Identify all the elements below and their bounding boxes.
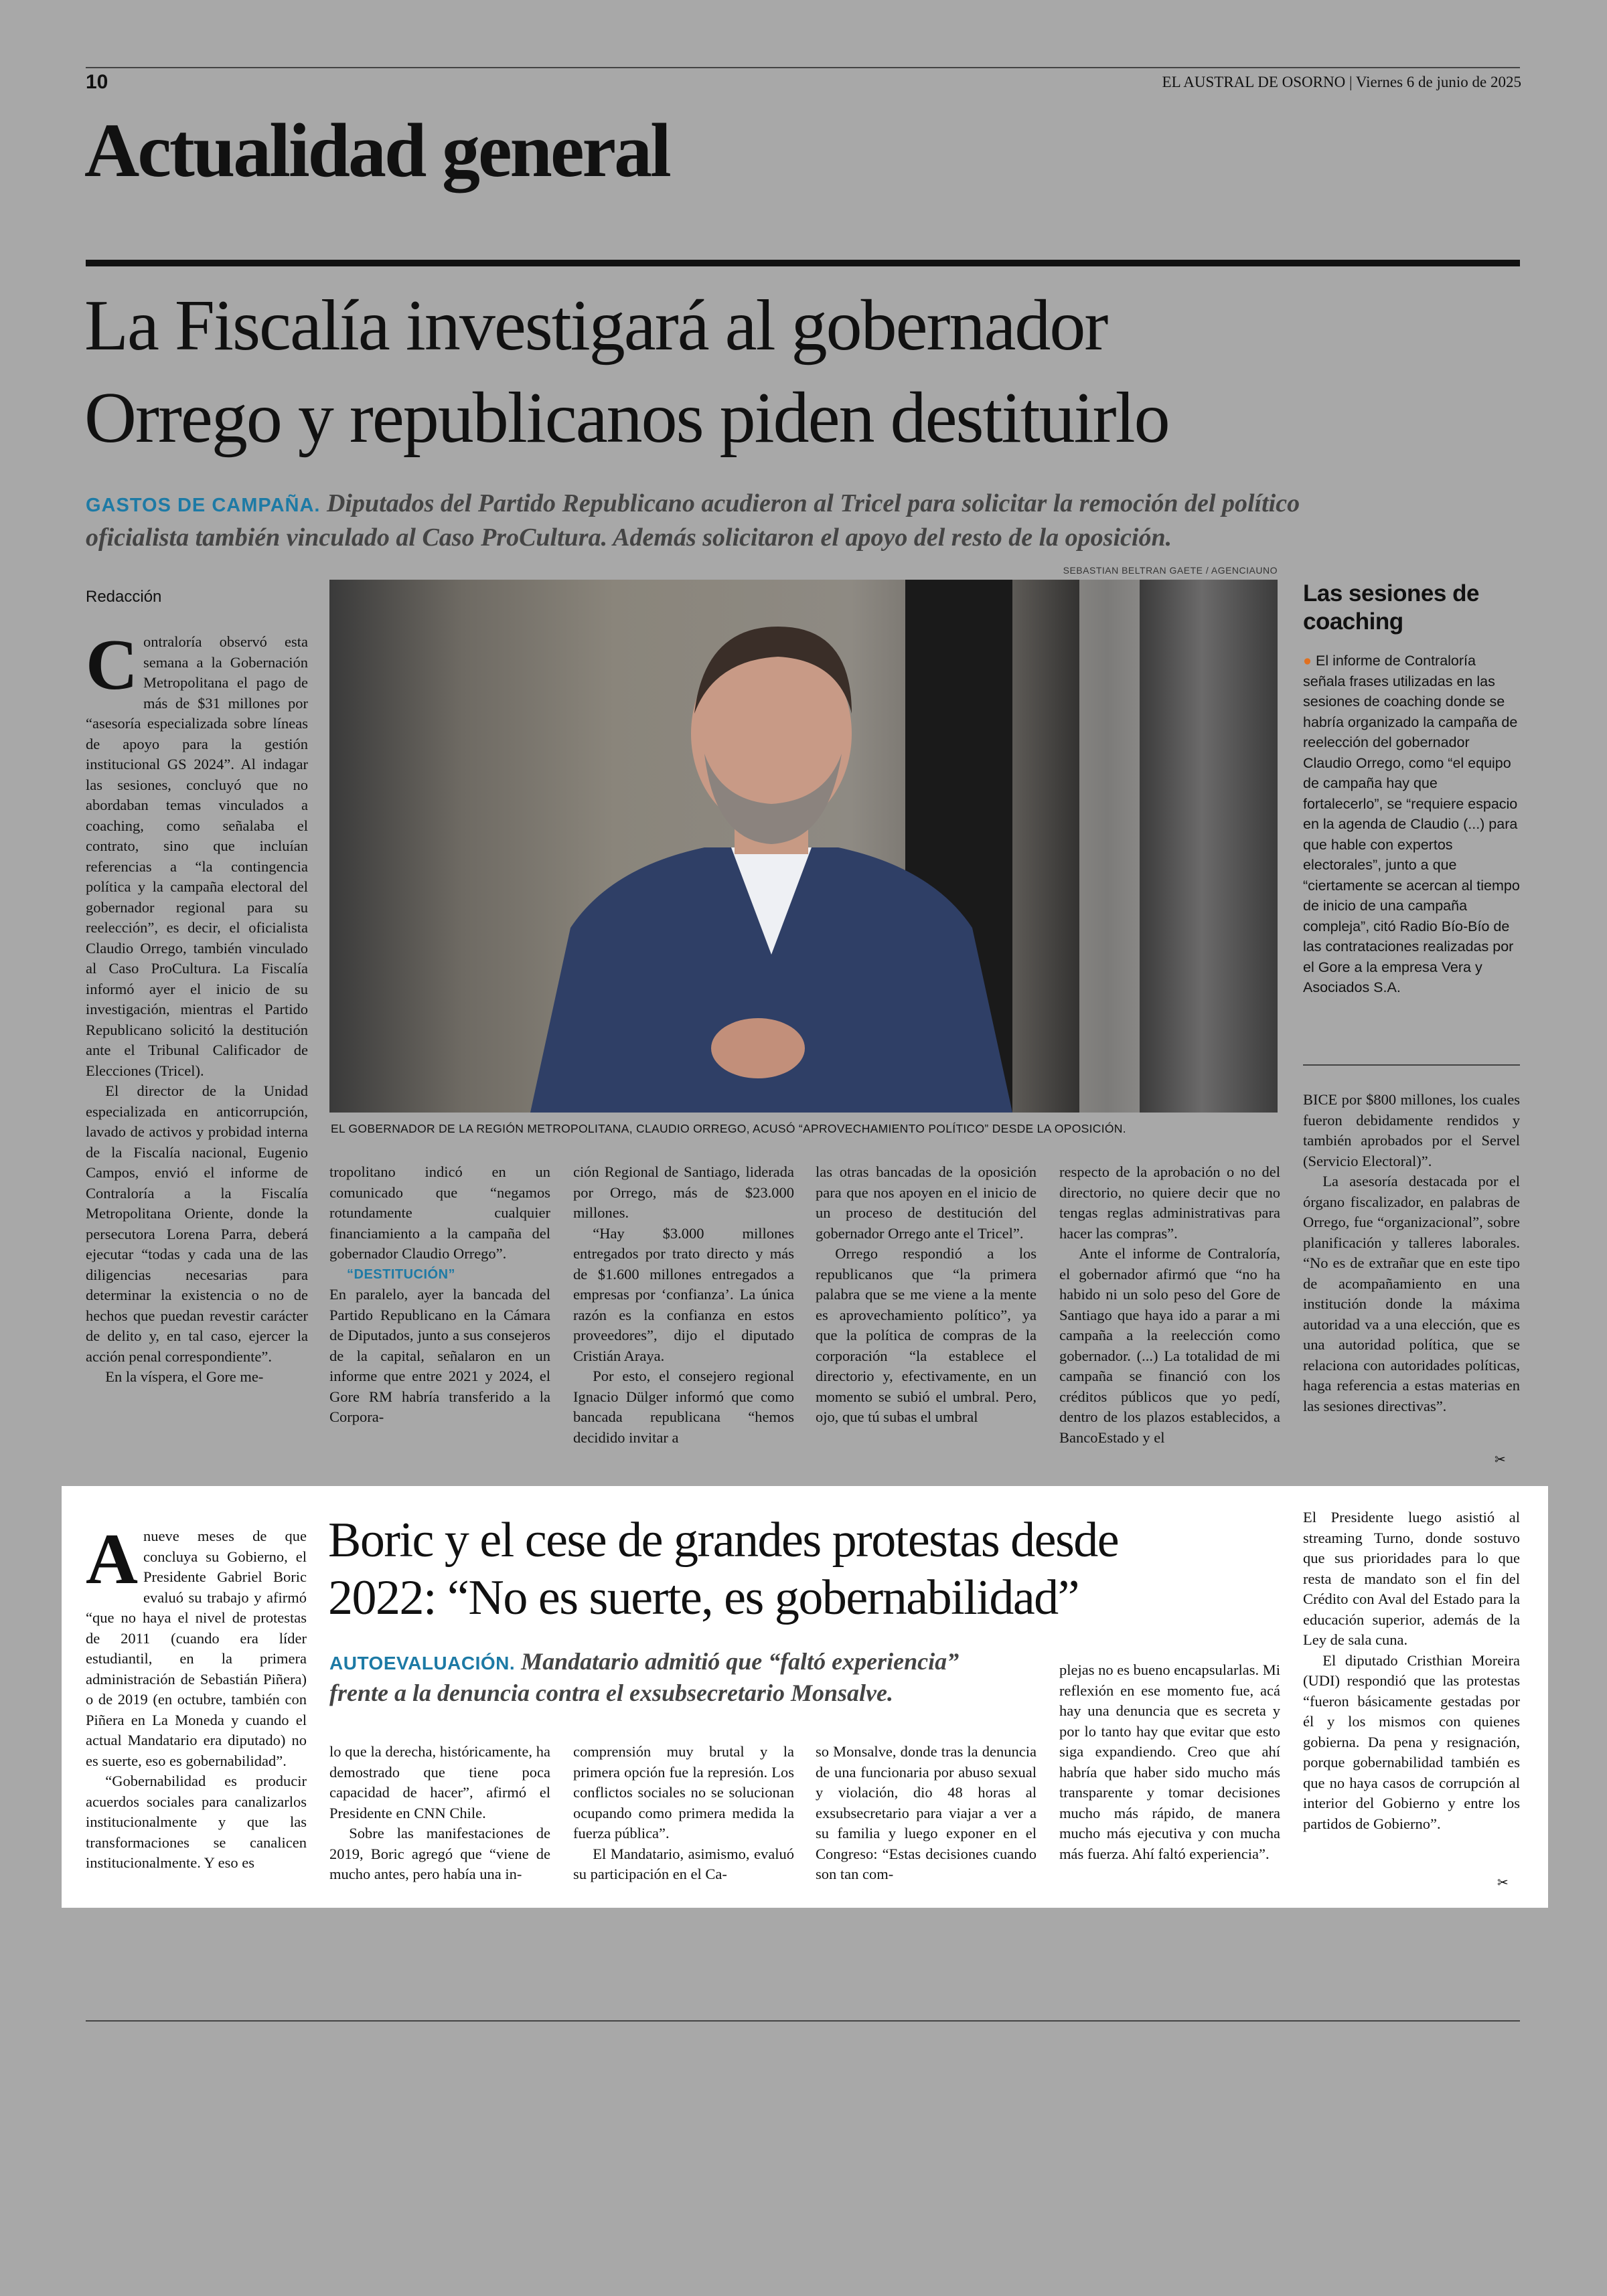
issue-date: Viernes 6 de junio de 2025	[1355, 74, 1521, 90]
article1-deck-line1: Diputados del Partido Republicano acudieron al Tricel para solicitar la remoción del político	[326, 489, 1300, 517]
article1-end-mark-icon: ✂	[1495, 1451, 1506, 1467]
sidebar-bottom-rule	[1303, 1064, 1520, 1066]
article2-kicker: AUTOEVALUACIÓN.	[329, 1653, 516, 1673]
header-top-rule	[86, 67, 1520, 68]
article2-end-mark-icon: ✂	[1497, 1874, 1509, 1890]
article2-col3-p1: comprensión muy brutal y la primera opción fue la represión. Los conflictos sociales no se solucionan ocupando como primera medida la fuerza pública”.	[573, 1743, 794, 1841]
article2-col1-p2: “Gobernabilidad es producir acuerdos sociales para canalizarlos institucionalmente y que las transformaciones se canalicen institucionalmente. Y eso es	[86, 1773, 307, 1871]
byline: Redacción	[86, 588, 162, 606]
orrego-photo-illustration	[329, 580, 1278, 1113]
article2-col3-p2: El Mandatario, asimismo, evaluó su participación en el Ca-	[573, 1845, 794, 1882]
article1-column-4	[816, 1162, 1037, 1428]
article2-headline-line2: 2022: “No es suerte, es gobernabilidad”	[328, 1570, 1079, 1625]
article1-col2-p2: En paralelo, ayer la bancada del Partido Republicano en la Cámara de Diputados, junto a sus consejeros de la capital, señalaron en un informe que entre 2021 y 2024, el Gore RM habría transferido a la Corpora-	[329, 1286, 550, 1425]
article1-col6-p1: BICE por $800 millones, los cuales fueron debidamente rendidos y también aprobados por el Servel (Servicio Electoral)”.	[1303, 1091, 1520, 1169]
article1-column-5	[1059, 1162, 1280, 1448]
article2-column-2	[329, 1742, 550, 1885]
article2-column-3	[573, 1742, 794, 1885]
article2-deck-line2: frente a la denuncia contra el exsubsecretario Monsalve.	[329, 1679, 893, 1706]
masthead-info: EL AUSTRAL DE OSORNO | Viernes 6 de junio de 2025	[1162, 74, 1521, 90]
section-title: Actualidad general	[84, 108, 670, 193]
article2-col6-p1: El Presidente luego asistió al streaming Turno, donde sostuvo que sus prioridades para lo que resta de mandato son el fin del Crédito con Aval del Estado para la educación superior, además de la Ley de sala cuna.	[1303, 1509, 1520, 1648]
article2-deck-line1: Mandatario admitió que “faltó experiencia”	[521, 1648, 960, 1675]
article1-col5-p1: respecto de la aprobación o no del directorio, no quiere decir que no tengas reglas administrativas para hacer las compras”.	[1059, 1163, 1280, 1242]
article1-col5-p2: Ante el informe de Contraloría, el gobernador afirmó que “no ha habido ni un solo peso del Gore de Santiago que haya ido a parar a mi campaña a la reelección como gobernador. (...) La totalidad de mi campaña se financió con los créditos públicos que yo pedí, dentro de los plazos establecidos, a BancoEstado y el	[1059, 1245, 1280, 1446]
article1-col1-p1: Contraloría observó esta semana a la Gobernación Metropolitana el pago de más de $31 millones por “asesoría especializada sobre líneas de apoyo para la gestión institucional GS 2024”. Al indagar las sesiones, concluyó que no abordaban temas vinculados a coaching, como señalaba el contrato, sino que incluían referencias a “la contingencia política y la campaña electoral del gobernador regional para su reelección”, es decir, el oficialista Claudio Orrego, también vinculado al Caso ProCultura. La Fiscalía informó ayer el inicio de su investigación, mientras el Partido Republicano solicitó la destitución ante el Tribunal Calificador de Elecciones (Tricel).	[86, 625, 308, 1079]
sidebar-body: El informe de Contraloría señala frases utilizadas en las sesiones de coaching donde se habría organizado la campaña de reelección del gobernador Claudio Orrego, como “el equipo de campaña hay que fortalecerlo”, se “requiere espacio en la agenda de Claudio (...) para que hable con expertos electorales”, junto a que “ciertamente se acercan al tiempo de inicio de una campaña compleja”, citó Radio Bío-Bío de las contrataciones realizadas por el Gore a la empresa Vera y Asociados S.A.	[1303, 653, 1520, 995]
article2-col4-p1: so Monsalve, donde tras la denuncia de una funcionaria por abuso sexual y violación, dio 48 horas al exsubsecretario para viajar a ver a su familia y luego exponer en el Congreso: “Estas decisiones cuando son tan com-	[816, 1743, 1037, 1882]
article1-headline	[84, 280, 1169, 465]
article2-column-1	[86, 1520, 307, 1874]
article2-headline	[328, 1511, 1118, 1627]
article1-column-2	[329, 1162, 550, 1428]
article1-col3-p3: Por esto, el consejero regional Ignacio Dülger informó que como bancada republicana “hemos decidido invitar a	[573, 1368, 794, 1446]
sidebar-title-line2: coaching	[1303, 608, 1403, 635]
article2-column-4	[816, 1742, 1037, 1885]
article2-column-6	[1303, 1507, 1520, 1834]
article2-col1-p1: Anueve meses de que concluya su Gobierno, el Presidente Gabriel Boric evaluó su trabajo y afirmó “que no haya el nivel de protestas de 2011 (cuando era líder estudiantil, en la primera administración de Sebastián Piñera) o de 2019 (en octubre, también con Piñera en La Moneda y cuando el actual Mandatario era diputado) no es suerte, eso es gobernabilidad”.	[86, 1520, 307, 1769]
photo-caption: EL GOBERNADOR DE LA REGIÓN METROPOLITANA, CLAUDIO ORREGO, ACUSÓ “APROVECHAMIENTO POLÍTICO” DESDE LA OPOSICIÓN.	[331, 1122, 1126, 1135]
section-thick-rule	[86, 260, 1520, 266]
article1-column-3	[573, 1162, 794, 1448]
bullet-icon: ●	[1303, 653, 1312, 669]
article1-col4-p1: las otras bancadas de la oposición para que nos apoyen en el inicio de un proceso de destitución del gobernador Orrego ante el Tricel”.	[816, 1163, 1037, 1242]
article1-col3-p1: ción Regional de Santiago, liderada por Orrego, más de $23.000 millones.	[573, 1163, 794, 1221]
article2-col2-p1: lo que la derecha, históricamente, ha demostrado que tiene poca capacidad de hacer”, afirmó el Presidente en CNN Chile.	[329, 1743, 550, 1821]
article2-column-5	[1059, 1660, 1280, 1864]
article1-column-1	[86, 625, 308, 1388]
sidebar-title	[1303, 580, 1479, 636]
article1-headline-line2: Orrego y republicanos piden destituirlo	[84, 378, 1169, 458]
newspaper-name: EL AUSTRAL DE OSORNO	[1162, 74, 1346, 90]
photo-credit: SEBASTIAN BELTRAN GAETE / AGENCIAUNO	[1063, 565, 1278, 576]
article1-deck-line2: oficialista también vinculado al Caso ProCultura. Además solicitaron el apoyo del resto de la oposición.	[86, 523, 1172, 552]
article2-col6-p2: El diputado Cristhian Moreira (UDI) respondió que las protestas “fueron básicamente gestadas por él y los mismos con quienes gobierna. Da pena y resignación, porque gobernabilidad también es que no haya casos de corrupción al interior del Gobierno y entre los partidos de Gobierno”.	[1303, 1651, 1520, 1832]
footer-rule	[86, 2020, 1520, 2022]
article2-col2-p2: Sobre las manifestaciones de 2019, Boric agregó que “viene de mucho antes, pero había una in-	[329, 1825, 550, 1882]
article1-headline-line1: La Fiscalía investigará al gobernador	[84, 286, 1107, 365]
article1-column-6	[1303, 1090, 1520, 1416]
page-number: 10	[86, 71, 108, 93]
article2-deck	[329, 1647, 959, 1708]
article2-col5-p1: plejas no es bueno encapsularlas. Mi reflexión en ese momento fue, acá hay una denuncia que es secreta y por lo tanto hay que evitar que esto siga expandiendo. Creo que ahí habría que haber sido mucho más transparente y tomar decisiones mucho más rápido, de manera mucho más ejecutiva y con mucha más fuerza. Ahí faltó experiencia”.	[1059, 1661, 1280, 1862]
article1-col3-p2: “Hay $3.000 millones entregados por trato directo y más de $1.600 millones entregados a empresas por ‘confianza’. La única razón es la confianza en estos proveedores”, dijo el diputado Cristián Araya.	[573, 1224, 794, 1364]
article1-col2-p1: tropolitano indicó en un comunicado que “negamos rotundamente cualquier financiamiento a la campaña del gobernador Claudio Orrego”.	[329, 1163, 550, 1262]
article1-kicker: GASTOS DE CAMPAÑA.	[86, 495, 321, 516]
sidebar-title-line1: Las sesiones de	[1303, 580, 1479, 606]
article1-col1-p3: En la víspera, el Gore me-	[105, 1368, 264, 1385]
article1-col4-p2: Orrego respondió a los republicanos que “la primera palabra que se me viene a la mente es aprovechamiento político”, ya que la política de compras de la corporación “la establece el directorio y, efectivamente, en un momento se subió el umbral. Pero, ojo, que tú subas el umbral	[816, 1245, 1037, 1425]
article1-col1-p2: El director de la Unidad especializada en anticorrupción, lavado de activos y probidad interna de la Fiscalía nacional, Eugenio Campos, envió el informe de Contraloría a la Fiscalía Metropolitana Oriente, donde la persecutora Lorena Parra, deberá ejecutar “todas y cada una de las diligencias necesarias para determinar la existencia o no de hechos que puedan revestir carácter de delito y, en tal caso, ejercer la acción penal correspondiente”.	[86, 1082, 308, 1365]
orrego-photo	[329, 580, 1278, 1113]
article1-col6-p2: La asesoría destacada por el órgano fiscalizador, en palabras de Orrego, fue “organizacional”, sobre planificación y talleres laborales. “No es de extrañar que en este tipo de acompañamiento en una institución donde la máxima autoridad va a una elección, que es una autoridad política, que se relaciona con autoridades políticas, haga referencia a estas materias en las sesiones directivas”.	[1303, 1173, 1520, 1414]
article1-subhead-destitucion: “DESTITUCIÓN”	[347, 1266, 456, 1282]
article2-headline-line1: Boric y el cese de grandes protestas desde	[328, 1513, 1119, 1568]
sidebar-text	[1303, 651, 1520, 998]
article1-deck	[86, 487, 1520, 554]
